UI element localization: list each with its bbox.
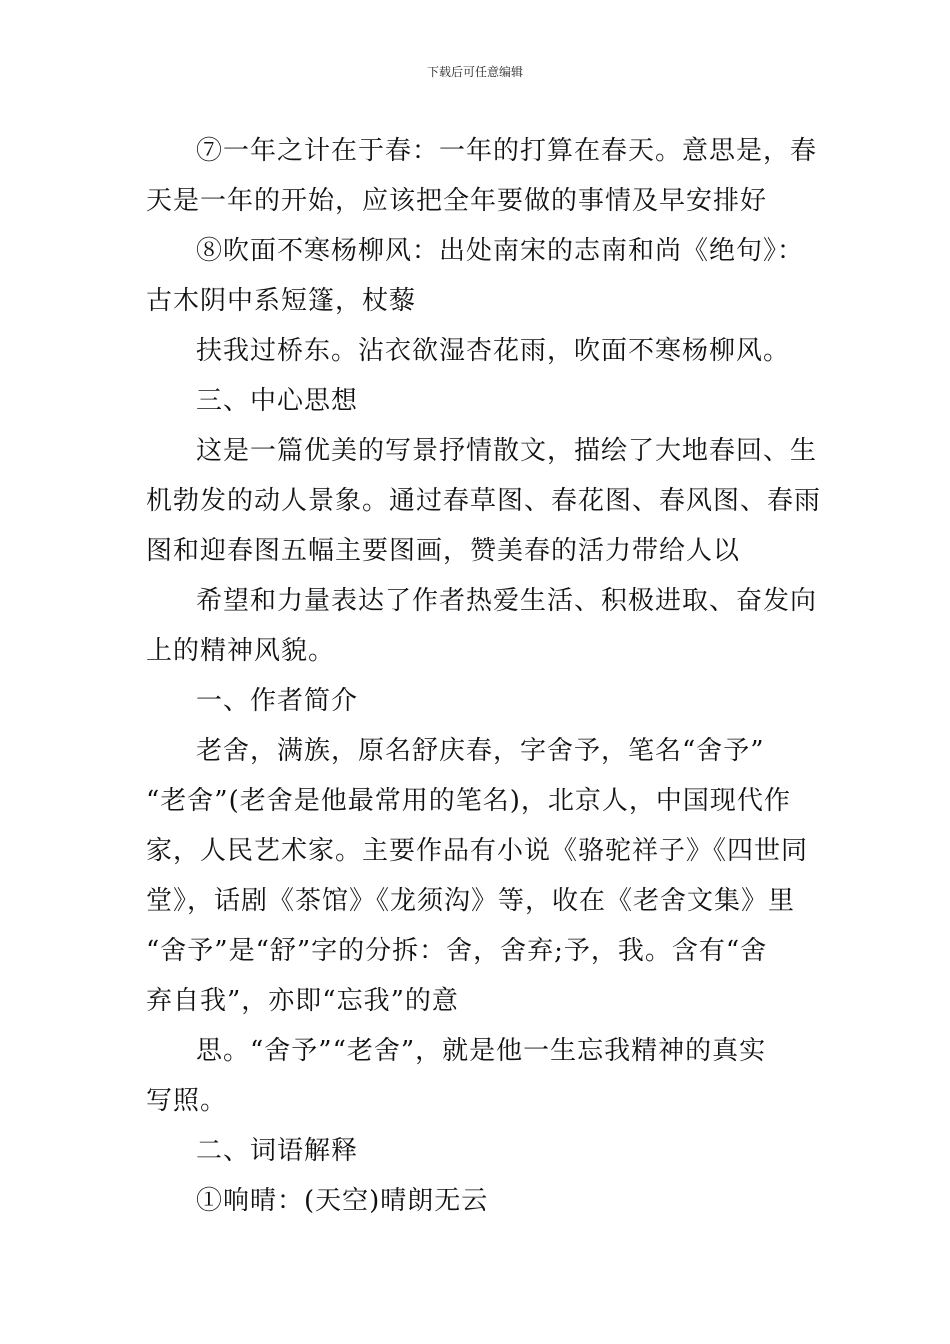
text-line: 机勃发的动人景象。通过春草图、春花图、春风图、春雨 (146, 486, 822, 516)
text-line: 思。“舍予”“老舍”，就是他一生忘我精神的真实 (196, 1036, 767, 1066)
text-line: 堂》，话剧《茶馆》《龙须沟》等，收在《老舍文集》里 (146, 886, 796, 916)
text-line: ⑦一年之计在于春：一年的打算在春天。意思是，春 (196, 136, 818, 166)
text-line: ①响晴：(天空)晴朗无云 (196, 1186, 489, 1216)
text-line: 家，人民艺术家。主要作品有小说《骆驼祥子》《四世同 (146, 836, 809, 866)
text-line: 写照。 (146, 1086, 228, 1116)
text-line: “舍予”是“舒”字的分拆：舍，舍弃;予，我。含有“舍 (146, 936, 768, 966)
page-header-note: 下载后可任意编辑 (426, 65, 523, 79)
text-line: 天是一年的开始，应该把全年要做的事情及早安排好 (146, 186, 768, 216)
text-line: ⑧吹面不寒杨柳风：出处南宋的志南和尚《绝句》： (196, 236, 805, 266)
text-line: “老舍”(老舍是他最常用的笔名)，北京人，中国现代作 (146, 786, 791, 816)
text-line: 这是一篇优美的写景抒情散文，描绘了大地春回、生 (196, 436, 818, 466)
text-line: 弃自我”，亦即“忘我”的意 (146, 986, 459, 1016)
text-line: 上的精神风貌。 (146, 636, 336, 666)
section-heading: 二、词语解释 (196, 1136, 359, 1166)
document-body (146, 126, 822, 1226)
text-line: 扶我过桥东。沾衣欲湿杏花雨，吹面不寒杨柳风。 (196, 336, 791, 366)
text-line: 古木阴中系短篷，杖藜 (146, 286, 417, 316)
section-heading: 三、中心思想 (196, 386, 359, 416)
text-line: 希望和力量表达了作者热爱生活、积极进取、奋发向 (196, 586, 818, 616)
text-line: 图和迎春图五幅主要图画，赞美春的活力带给人以 (146, 536, 741, 566)
section-heading: 一、作者简介 (196, 686, 359, 716)
text-line: 老舍，满族，原名舒庆春，字舍予，笔名“舍予” (196, 736, 765, 766)
